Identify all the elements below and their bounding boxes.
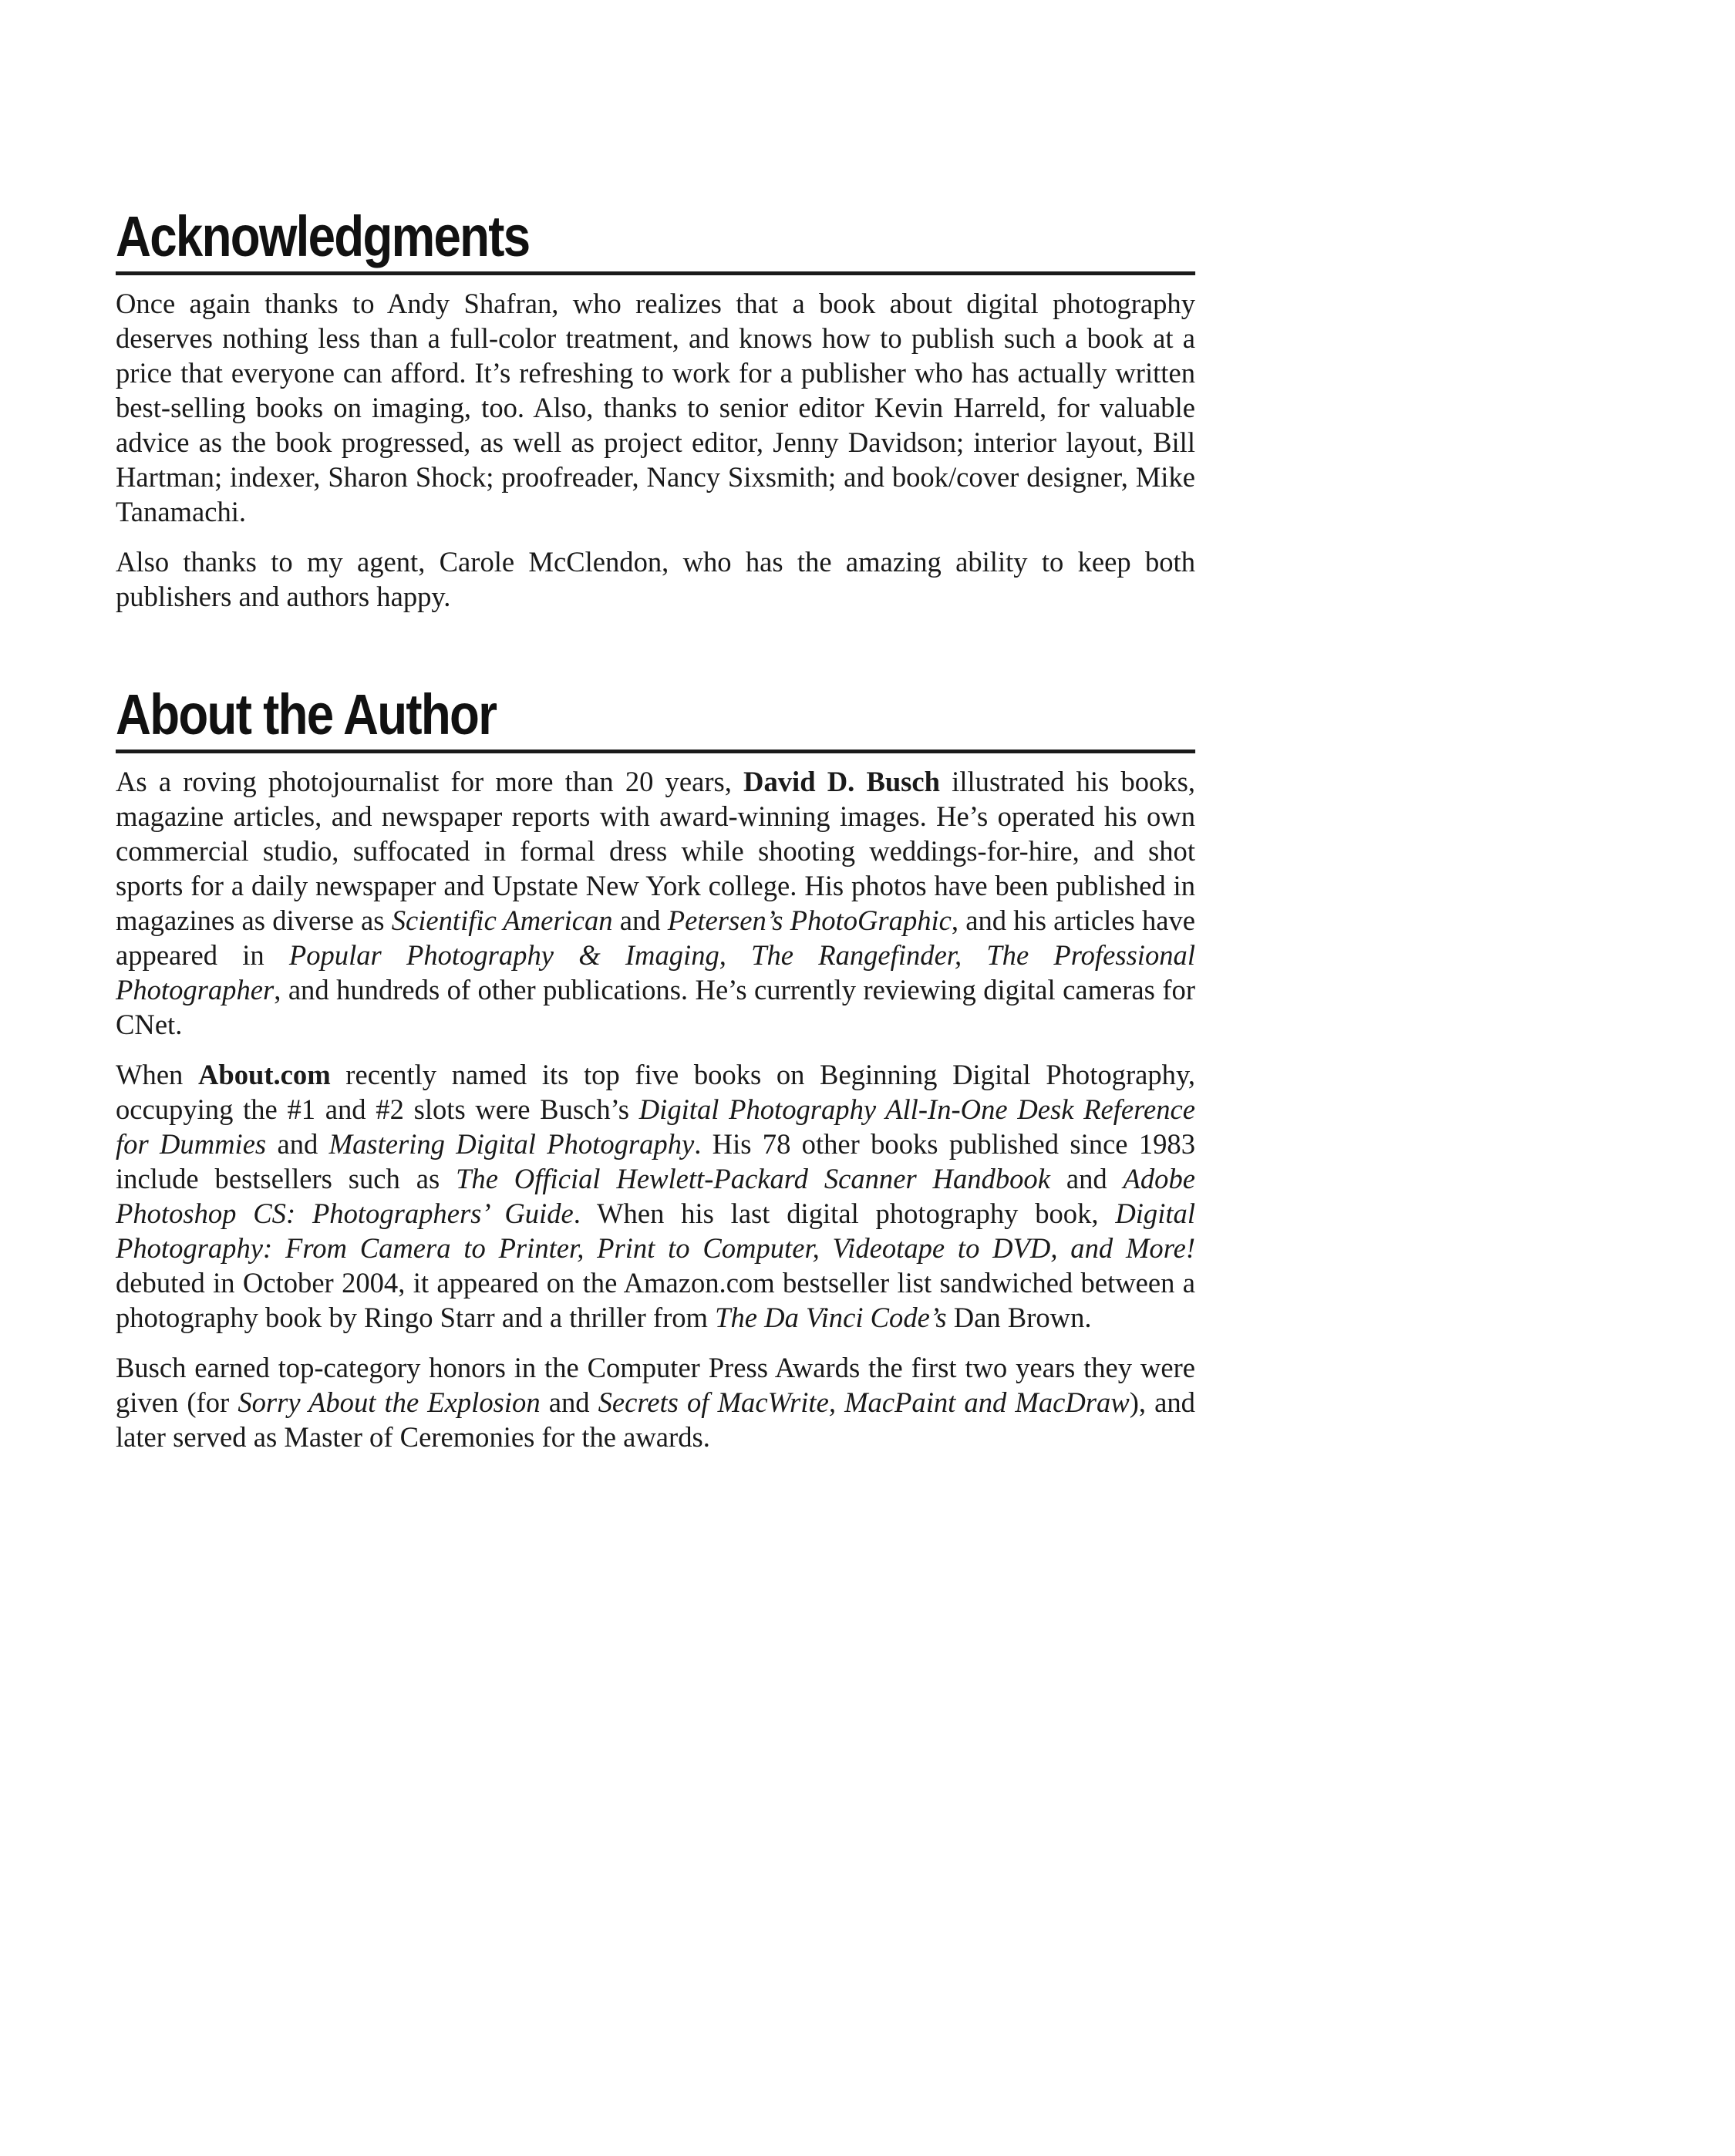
author-name: David D. Busch bbox=[743, 766, 940, 797]
magazine-title: Popular Photography & Imaging, The Rangefinder, The Professional Photographer bbox=[116, 939, 1195, 1006]
text-run: and bbox=[266, 1128, 329, 1160]
about-paragraph-1 bbox=[116, 764, 1195, 1042]
acknowledgments-paragraph-1: Once again thanks to Andy Shafran, who realizes that a book about digital photography deserves nothing less than a full-color treatment, and knows how to publish such a book at a price that everyone can afford. It’s refreshing to work for a publisher who has actually written best-selling books on imaging, too. Also, thanks to senior editor Kevin Harreld, for valuable advice as the book progressed, as well as project editor, Jenny Davidson; interior layout, Bill Hartman; indexer, Sharon Shock; proofreader, Nancy Sixsmith; and book/cover designer, Mike Tanamachi. bbox=[116, 288, 1195, 527]
text-run: recently named its top five books on Beginning Digital Photography, occupying the #1 and #2 slots were Busch’s bbox=[116, 1059, 1195, 1125]
book-title: The Da Vinci Code’s bbox=[715, 1302, 947, 1333]
acknowledgments-heading-wrap bbox=[116, 204, 1195, 275]
website-name: About.com bbox=[197, 1059, 331, 1090]
book-title: Digital Photography: From Camera to Printer, Print to Computer, Videotape to DVD, and More! bbox=[116, 1198, 1195, 1264]
about-paragraph-2 bbox=[116, 1057, 1195, 1335]
text-run: . His 78 other books published since 1983 include bestsellers such as bbox=[116, 1128, 1196, 1194]
text-run: and bbox=[612, 905, 668, 936]
acknowledgments-heading: Acknowledgments bbox=[116, 207, 1195, 275]
section-spacer bbox=[116, 629, 1195, 685]
text-run: illustrated his books, magazine articles, and newspaper reports with award-winning images. He’s operated his own commercial studio, suffocated in formal dress while shooting weddings-for-hire, and shot sports for a daily newspaper and Upstate New York college. His photos have been published in magazines as diverse as bbox=[116, 766, 1195, 936]
text-run: As a roving photojournalist for more than 20 years, bbox=[116, 766, 744, 797]
text-run: and bbox=[1049, 1163, 1124, 1194]
text-run: When bbox=[116, 1059, 198, 1090]
magazine-title: Scientific American bbox=[391, 905, 613, 936]
acknowledgments-paragraph-2: Also thanks to my agent, Carole McClendon, who has the amazing ability to keep both publishers and authors happy. bbox=[116, 546, 1195, 612]
acknowledgments-section bbox=[116, 204, 1195, 614]
about-heading-wrap bbox=[116, 682, 1195, 753]
magazine-title: Petersen’s PhotoGraphic bbox=[667, 905, 952, 936]
document-page bbox=[116, 204, 1196, 1470]
text-run: , and hundreds of other publications. He’s currently reviewing digital cameras for CNet. bbox=[116, 974, 1195, 1040]
about-author-heading: About the Author bbox=[116, 685, 1195, 753]
book-title: Sorry About the Explosion bbox=[238, 1386, 541, 1418]
text-run: , and his articles have appeared in bbox=[116, 905, 1195, 971]
book-title: Secrets of MacWrite, MacPaint and MacDraw bbox=[598, 1386, 1130, 1418]
text-run: debuted in October 2004, it appeared on the Amazon.com bestseller list sandwiched between a photography book by Ringo Starr and a thriller from bbox=[116, 1267, 1195, 1333]
book-title: Adobe Photoshop CS: Photographers’ Guide bbox=[116, 1163, 1195, 1229]
book-title: Mastering Digital Photography bbox=[328, 1128, 695, 1160]
text-run: ), and later served as Master of Ceremonies for the awards. bbox=[116, 1386, 1195, 1453]
about-author-section bbox=[116, 682, 1196, 1454]
about-paragraph-3 bbox=[116, 1350, 1195, 1454]
book-title: Digital Photography All-In-One Desk Reference for Dummies bbox=[116, 1093, 1195, 1160]
text-run: Busch earned top-category honors in the Computer Press Awards the first two years they were given (for bbox=[116, 1352, 1195, 1418]
text-run: Dan Brown. bbox=[946, 1302, 1092, 1333]
text-run: . When his last digital photography book, bbox=[573, 1198, 1116, 1229]
text-run: and bbox=[540, 1386, 598, 1418]
book-title: The Official Hewlett-Packard Scanner Handbook bbox=[456, 1163, 1050, 1194]
